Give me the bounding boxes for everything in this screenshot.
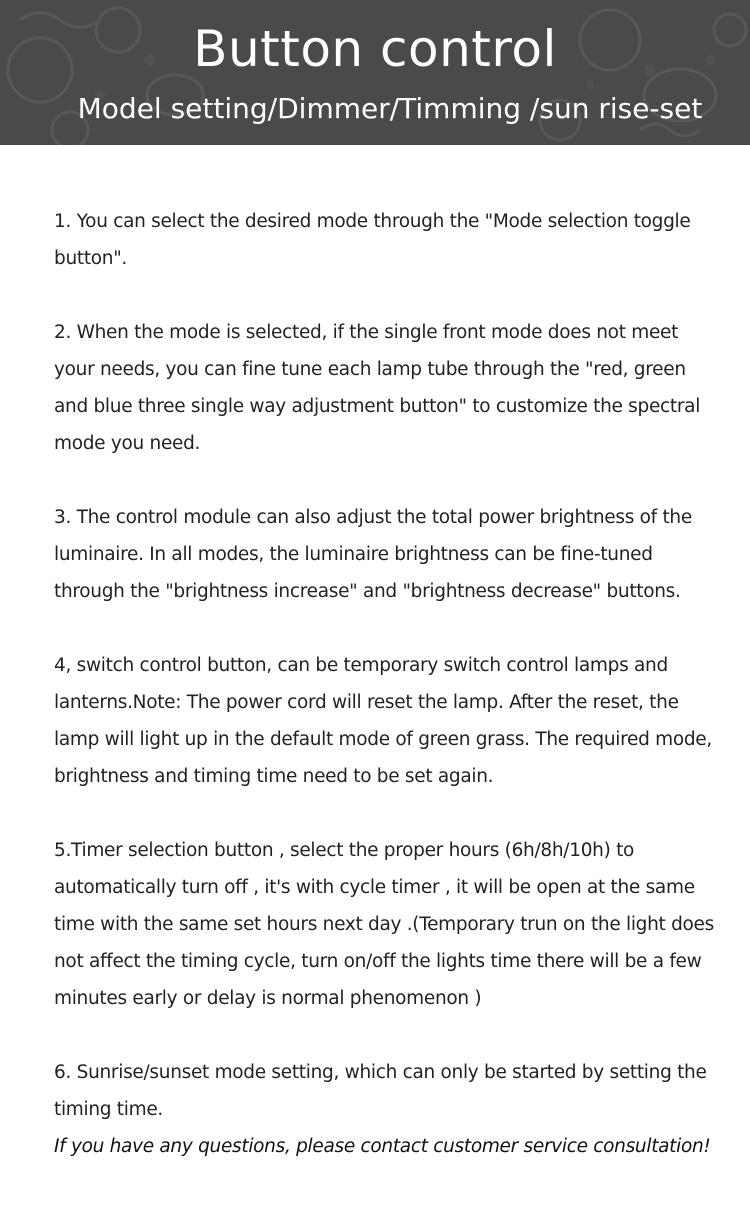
closing-note: If you have any questions, please contact customer service consultation! <box>54 1136 711 1157</box>
instruction-paragraph-5: 5.Timer selection button , select the proper hours (6h/8h/10h) to automatically turn off , it's with cycle timer , it will be open at the same time with the same set hours next day .(Temporary trun on the light does not affect the timing cycle, turn on/off the lights time there will be a few minutes early or delay is normal phenomenon ) <box>54 840 714 1009</box>
instruction-paragraph-1: 1. You can select the desired mode through the "Mode selection toggle button". <box>54 211 691 269</box>
instruction-paragraph-2: 2. When the mode is selected, if the single front mode does not meet your needs, you can fine tune each lamp tube through the "red, green and blue three single way adjustment button" to customize the spectral mode you need. <box>54 322 701 454</box>
page-subtitle: Model setting/Dimmer/Timming /sun rise-set <box>77 92 703 125</box>
instruction-paragraph-3: 3. The control module can also adjust the total power brightness of the luminaire. In all modes, the luminaire brightness can be fine-tuned through the "brightness increase" and "brightness decrease" buttons. <box>54 507 692 602</box>
instructions-body <box>54 203 714 1165</box>
header-banner <box>0 0 750 145</box>
instruction-paragraph-6: 6. Sunrise/sunset mode setting, which can only be started by setting the timing time. <box>54 1062 707 1120</box>
instruction-paragraph-4: 4, switch control button, can be temporary switch control lamps and lanterns.Note: The power cord will reset the lamp. After the reset, the lamp will light up in the default mode of green grass. The required mode, brightness and timing time need to be set again. <box>54 655 712 787</box>
page-title: Button control <box>193 20 557 78</box>
